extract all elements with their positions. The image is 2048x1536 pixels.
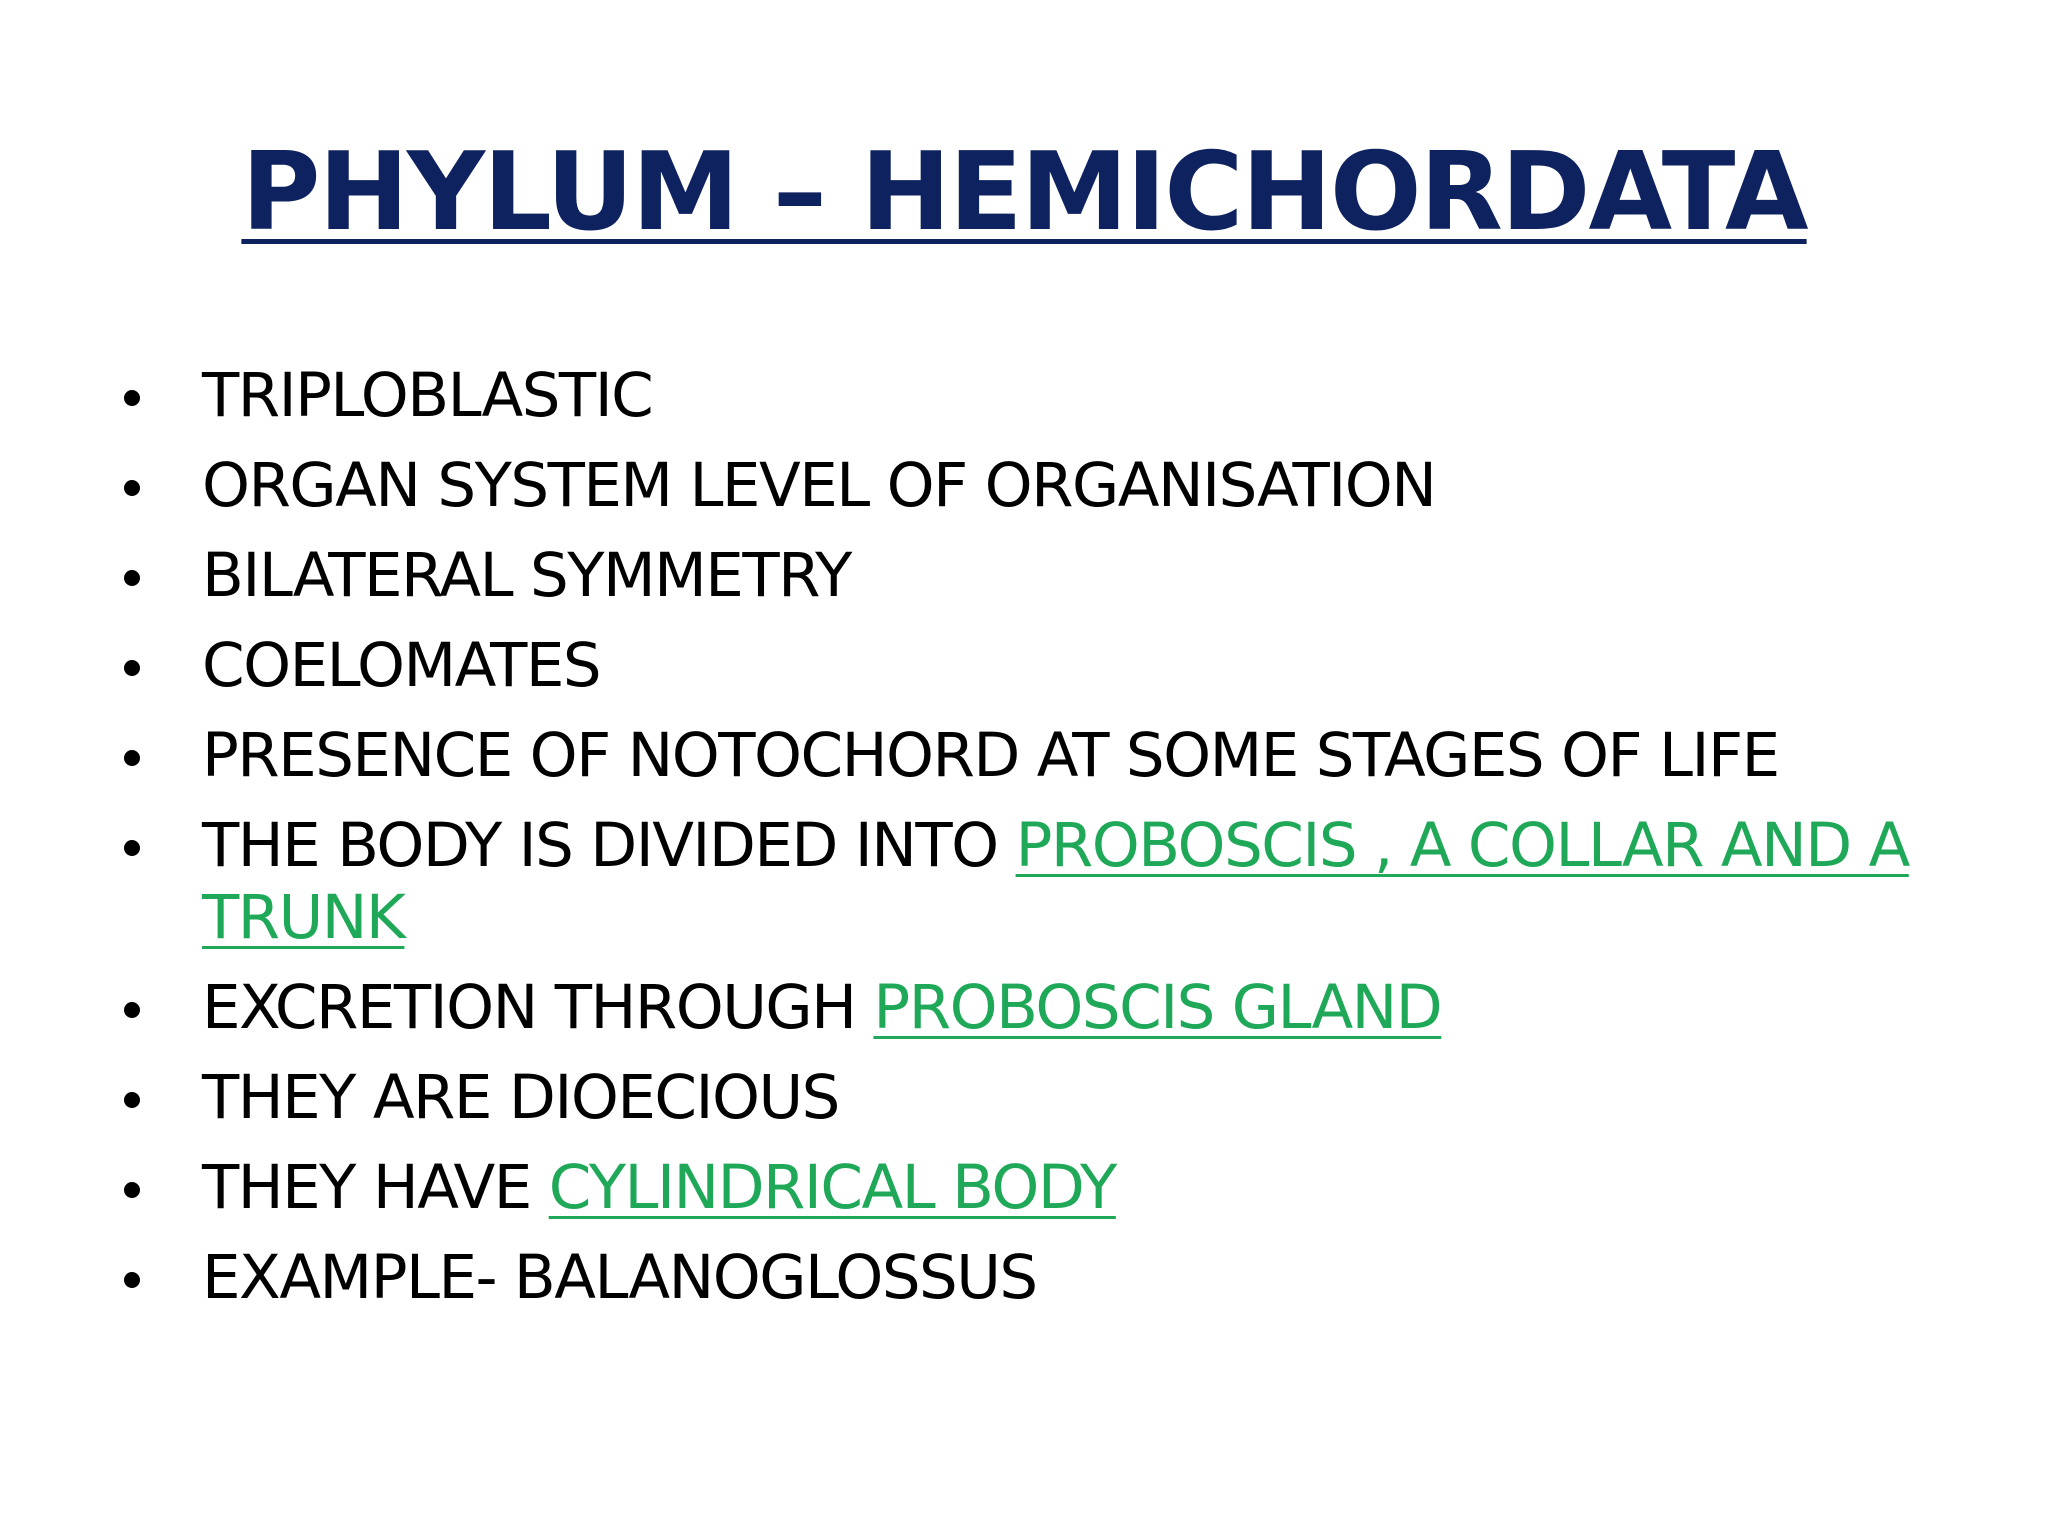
bullet-dot-icon bbox=[124, 1002, 140, 1018]
bullet-highlight-link[interactable]: PROBOSCIS GLAND bbox=[873, 972, 1442, 1043]
slide-title bbox=[0, 128, 2048, 258]
bullet-text: EXCRETION THROUGH bbox=[202, 972, 874, 1043]
bullet-text: THEY ARE DIOECIOUS bbox=[202, 1062, 839, 1133]
bullet-text: TRIPLOBLASTIC bbox=[202, 360, 653, 431]
bullet-text: ORGAN SYSTEM LEVEL OF ORGANISATION bbox=[202, 450, 1436, 521]
bullet-text: THEY HAVE bbox=[202, 1152, 549, 1223]
bullet-item-triploblastic bbox=[110, 360, 1990, 432]
bullet-dot-icon bbox=[124, 480, 140, 496]
bullet-dot-icon bbox=[124, 570, 140, 586]
bullet-item-body-shape bbox=[110, 1152, 1990, 1224]
bullet-list bbox=[110, 360, 1990, 1332]
bullet-text: PRESENCE OF NOTOCHORD AT SOME STAGES OF LIFE bbox=[202, 720, 1779, 791]
bullet-dot-icon bbox=[124, 390, 140, 406]
bullet-item-symmetry bbox=[110, 540, 1990, 612]
bullet-dot-icon bbox=[124, 1182, 140, 1198]
bullet-highlight-link[interactable]: CYLINDRICAL BODY bbox=[548, 1152, 1116, 1223]
bullet-item-notochord bbox=[110, 720, 1990, 792]
bullet-item-excretion bbox=[110, 972, 1990, 1044]
bullet-item-coelomates bbox=[110, 630, 1990, 702]
bullet-text: EXAMPLE- BALANOGLOSSUS bbox=[202, 1242, 1037, 1313]
bullet-item-body-division bbox=[110, 810, 1990, 954]
bullet-text: BILATERAL SYMMETRY bbox=[202, 540, 851, 611]
bullet-text: COELOMATES bbox=[202, 630, 601, 701]
bullet-text: THE BODY IS DIVIDED INTO bbox=[202, 810, 1016, 881]
bullet-dot-icon bbox=[124, 750, 140, 766]
bullet-item-organ-system bbox=[110, 450, 1990, 522]
bullet-highlight-link[interactable]: PROBOSCIS , A COLLAR AND A TRUNK bbox=[202, 810, 1909, 953]
slide-title-text: PHYLUM – HEMICHORDATA bbox=[241, 130, 1807, 255]
bullet-item-dioecious bbox=[110, 1062, 1990, 1134]
bullet-item-example bbox=[110, 1242, 1990, 1314]
bullet-dot-icon bbox=[124, 1272, 140, 1288]
bullet-dot-icon bbox=[124, 660, 140, 676]
bullet-dot-icon bbox=[124, 840, 140, 856]
bullet-dot-icon bbox=[124, 1092, 140, 1108]
